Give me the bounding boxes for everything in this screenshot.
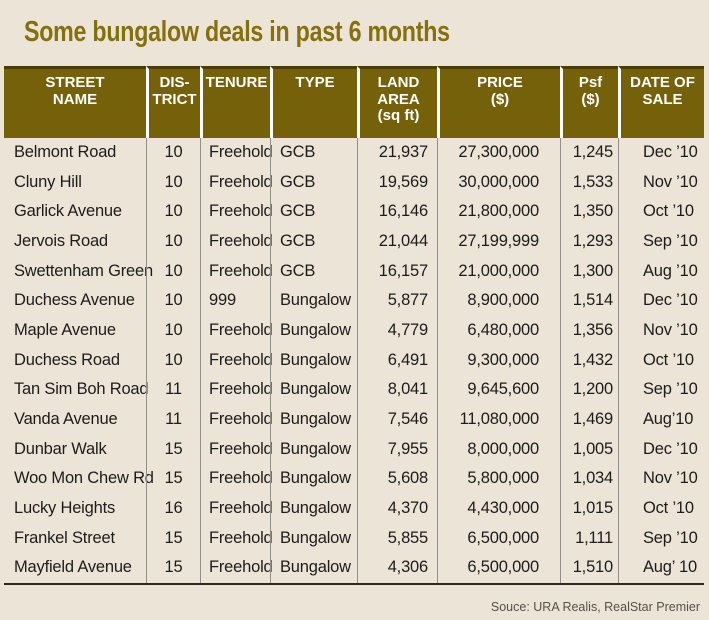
header-cell-district: [146, 66, 200, 138]
table-cell: Sep ’10: [618, 227, 704, 257]
table-cell: 6,480,000: [437, 316, 560, 346]
table-cell: Bungalow: [270, 286, 357, 316]
table-cell: Dec ’10: [618, 286, 704, 316]
table-cell: 10: [146, 316, 200, 346]
table-cell: Mayfield Avenue: [14, 558, 132, 577]
table-cell: Freehold: [200, 197, 270, 227]
header-label-line: LAND: [377, 74, 420, 91]
table-cell: Cluny Hill: [14, 172, 82, 191]
table-cell: 19,569: [357, 168, 437, 198]
table-cell: 10: [146, 257, 200, 287]
table-cell: Swettenham Green: [14, 261, 153, 280]
table-cell: 1,015: [560, 494, 618, 524]
table-cell: 11: [146, 405, 200, 435]
table-row: [4, 375, 704, 405]
table-cell: 1,533: [560, 168, 618, 198]
header-cell-date-of-sale: [618, 66, 704, 138]
header-label-line: SALE: [642, 90, 683, 108]
table-cell: Nov ’10: [618, 168, 704, 198]
table-cell: GCB: [270, 168, 357, 198]
table-row: [4, 494, 704, 524]
table-cell: 999: [200, 286, 270, 316]
table-row: [4, 346, 704, 376]
header-cell-tenure: [200, 66, 270, 138]
source-credit: Souce: URA Realis, RealStar Premier: [490, 600, 700, 614]
table-cell: 1,350: [560, 197, 618, 227]
header-label-line: TYPE: [295, 74, 335, 91]
table-cell: 1,300: [560, 257, 618, 287]
table-cell: Bungalow: [270, 524, 357, 554]
table-cell: GCB: [270, 138, 357, 168]
table-cell: GCB: [270, 227, 357, 257]
table-cell: 5,855: [357, 524, 437, 554]
table-cell: 1,111: [560, 524, 618, 554]
table-cell: 4,306: [357, 553, 437, 583]
table-cell: 6,491: [357, 346, 437, 376]
table-cell: 27,199,999: [437, 227, 560, 257]
figure-title: Some bungalow deals in past 6 months: [24, 16, 450, 48]
table-cell: 9,300,000: [437, 346, 560, 376]
table-row: [4, 405, 704, 435]
table-cell: 8,900,000: [437, 286, 560, 316]
header-label-line: PRICE: [477, 74, 523, 91]
table-cell: Aug ’10: [618, 257, 704, 287]
table-row: [4, 464, 704, 494]
table-row: [4, 138, 704, 168]
table-cell: 1,245: [560, 138, 618, 168]
table-cell: Freehold: [200, 524, 270, 554]
header-cell-type: [270, 66, 357, 138]
table-cell: 21,937: [357, 138, 437, 168]
table-cell: 10: [146, 168, 200, 198]
table-cell: Freehold: [200, 227, 270, 257]
table-cell: 1,510: [560, 553, 618, 583]
header-cell-price: [437, 66, 560, 138]
table-cell: Nov ’10: [618, 316, 704, 346]
table-cell: Oct ’10: [618, 197, 704, 227]
header-label-line: ($): [581, 90, 600, 108]
table-cell: 16,157: [357, 257, 437, 287]
table-cell: GCB: [270, 257, 357, 287]
table-cell: 5,877: [357, 286, 437, 316]
table-cell: Maple Avenue: [14, 320, 116, 339]
header-label-line: DIS-: [159, 74, 190, 91]
table-cell: Frankel Street: [14, 528, 115, 547]
table-cell: 10: [146, 227, 200, 257]
header-label-line: TRICT: [152, 90, 197, 108]
table-cell: 30,000,000: [437, 168, 560, 198]
table-cell: 1,514: [560, 286, 618, 316]
table-cell: 21,044: [357, 227, 437, 257]
header-label-line: Psf: [578, 74, 603, 91]
table-cell: Bungalow: [270, 435, 357, 465]
table-cell: Woo Mon Chew Rd: [14, 469, 154, 488]
table-cell: 6,500,000: [437, 553, 560, 583]
table-cell: 8,000,000: [437, 435, 560, 465]
table-cell: 1,034: [560, 464, 618, 494]
table-cell: 16,146: [357, 197, 437, 227]
table-cell: Dunbar Walk: [14, 439, 107, 458]
table-row: [4, 524, 704, 554]
table-cell: Oct ’10: [618, 346, 704, 376]
table-cell: 4,430,000: [437, 494, 560, 524]
table-cell: Lucky Heights: [14, 498, 116, 517]
deals-table: [4, 66, 704, 585]
table-cell: 21,800,000: [437, 197, 560, 227]
table-cell: 5,800,000: [437, 464, 560, 494]
table-cell: 15: [146, 464, 200, 494]
table-cell: Oct ’10: [618, 494, 704, 524]
table-cell: 27,300,000: [437, 138, 560, 168]
table-cell: 1,432: [560, 346, 618, 376]
table-cell: Jervois Road: [14, 231, 108, 250]
table-cell: 4,779: [357, 316, 437, 346]
table-cell: 10: [146, 346, 200, 376]
table-cell: Freehold: [200, 375, 270, 405]
table-cell: 8,041: [357, 375, 437, 405]
table-cell: Bungalow: [270, 346, 357, 376]
header-label-line: (sq ft): [377, 107, 420, 124]
table-cell: Belmont Road: [14, 143, 117, 161]
table-cell: 6,500,000: [437, 524, 560, 554]
table-cell: Aug’10: [618, 405, 704, 435]
table-cell: Bungalow: [270, 375, 357, 405]
table-cell: Bungalow: [270, 494, 357, 524]
table-row: [4, 257, 704, 287]
header-label-line: AREA: [377, 90, 420, 108]
table-cell: Bungalow: [270, 405, 357, 435]
table-cell: Garlick Avenue: [14, 202, 122, 221]
table-cell: Freehold: [200, 346, 270, 376]
table-cell: 1,200: [560, 375, 618, 405]
table-cell: 7,546: [357, 405, 437, 435]
table-row: [4, 168, 704, 198]
table-cell: Freehold: [200, 405, 270, 435]
header-label-line: STREET: [45, 74, 105, 91]
table-cell: Vanda Avenue: [14, 409, 118, 428]
table-cell: 10: [146, 138, 200, 168]
header-cell-street-name: [4, 66, 146, 138]
header-cell-land-area-sq-ft: [357, 66, 437, 138]
table-cell: 11,080,000: [437, 405, 560, 435]
table-cell: Freehold: [200, 257, 270, 287]
table-cell: 5,608: [357, 464, 437, 494]
table-cell: Bungalow: [270, 553, 357, 583]
table-cell: Aug’ 10: [618, 553, 704, 583]
table-cell: Bungalow: [270, 316, 357, 346]
header-label-line: ($): [490, 90, 510, 108]
table-cell: 16: [146, 494, 200, 524]
table-cell: Tan Sim Boh Road: [14, 380, 149, 399]
table-row: [4, 553, 704, 583]
table-cell: 21,000,000: [437, 257, 560, 287]
table-row: [4, 316, 704, 346]
table-cell: Freehold: [200, 138, 270, 168]
table-cell: 11: [146, 375, 200, 405]
header-cell-psf: [560, 66, 618, 138]
table-cell: Nov ’10: [618, 464, 704, 494]
table-cell: Freehold: [200, 553, 270, 583]
table-row: [4, 286, 704, 316]
table-body: [4, 138, 704, 585]
table-cell: Dec ’10: [618, 138, 704, 168]
table-cell: Sep ’10: [618, 375, 704, 405]
table-cell: Sep ’10: [618, 524, 704, 554]
table-row: [4, 197, 704, 227]
table-cell: 9,645,600: [437, 375, 560, 405]
table-cell: Dec ’10: [618, 435, 704, 465]
table-row: [4, 435, 704, 465]
table-cell: 1,469: [560, 405, 618, 435]
table-cell: 15: [146, 553, 200, 583]
table-cell: GCB: [270, 197, 357, 227]
header-label-line: NAME: [52, 90, 98, 108]
header-label-line: DATE OF: [630, 74, 695, 91]
table-cell: 1,293: [560, 227, 618, 257]
table-cell: Duchess Road: [14, 350, 120, 369]
table-cell: 10: [146, 197, 200, 227]
table-cell: 1,005: [560, 435, 618, 465]
table-cell: 4,370: [357, 494, 437, 524]
table-cell: Freehold: [200, 168, 270, 198]
table-cell: Duchess Avenue: [14, 291, 135, 310]
table-cell: Freehold: [200, 435, 270, 465]
table-cell: 7,955: [357, 435, 437, 465]
table-row: [4, 227, 704, 257]
table-cell: Freehold: [200, 464, 270, 494]
table-cell: 15: [146, 524, 200, 554]
table-cell: Bungalow: [270, 464, 357, 494]
table-header-row: [4, 66, 704, 138]
table-cell: Freehold: [200, 494, 270, 524]
table-cell: 10: [146, 286, 200, 316]
table-cell: Freehold: [200, 316, 270, 346]
header-label-line: TENURE: [205, 74, 268, 91]
table-cell: 15: [146, 435, 200, 465]
table-cell: 1,356: [560, 316, 618, 346]
